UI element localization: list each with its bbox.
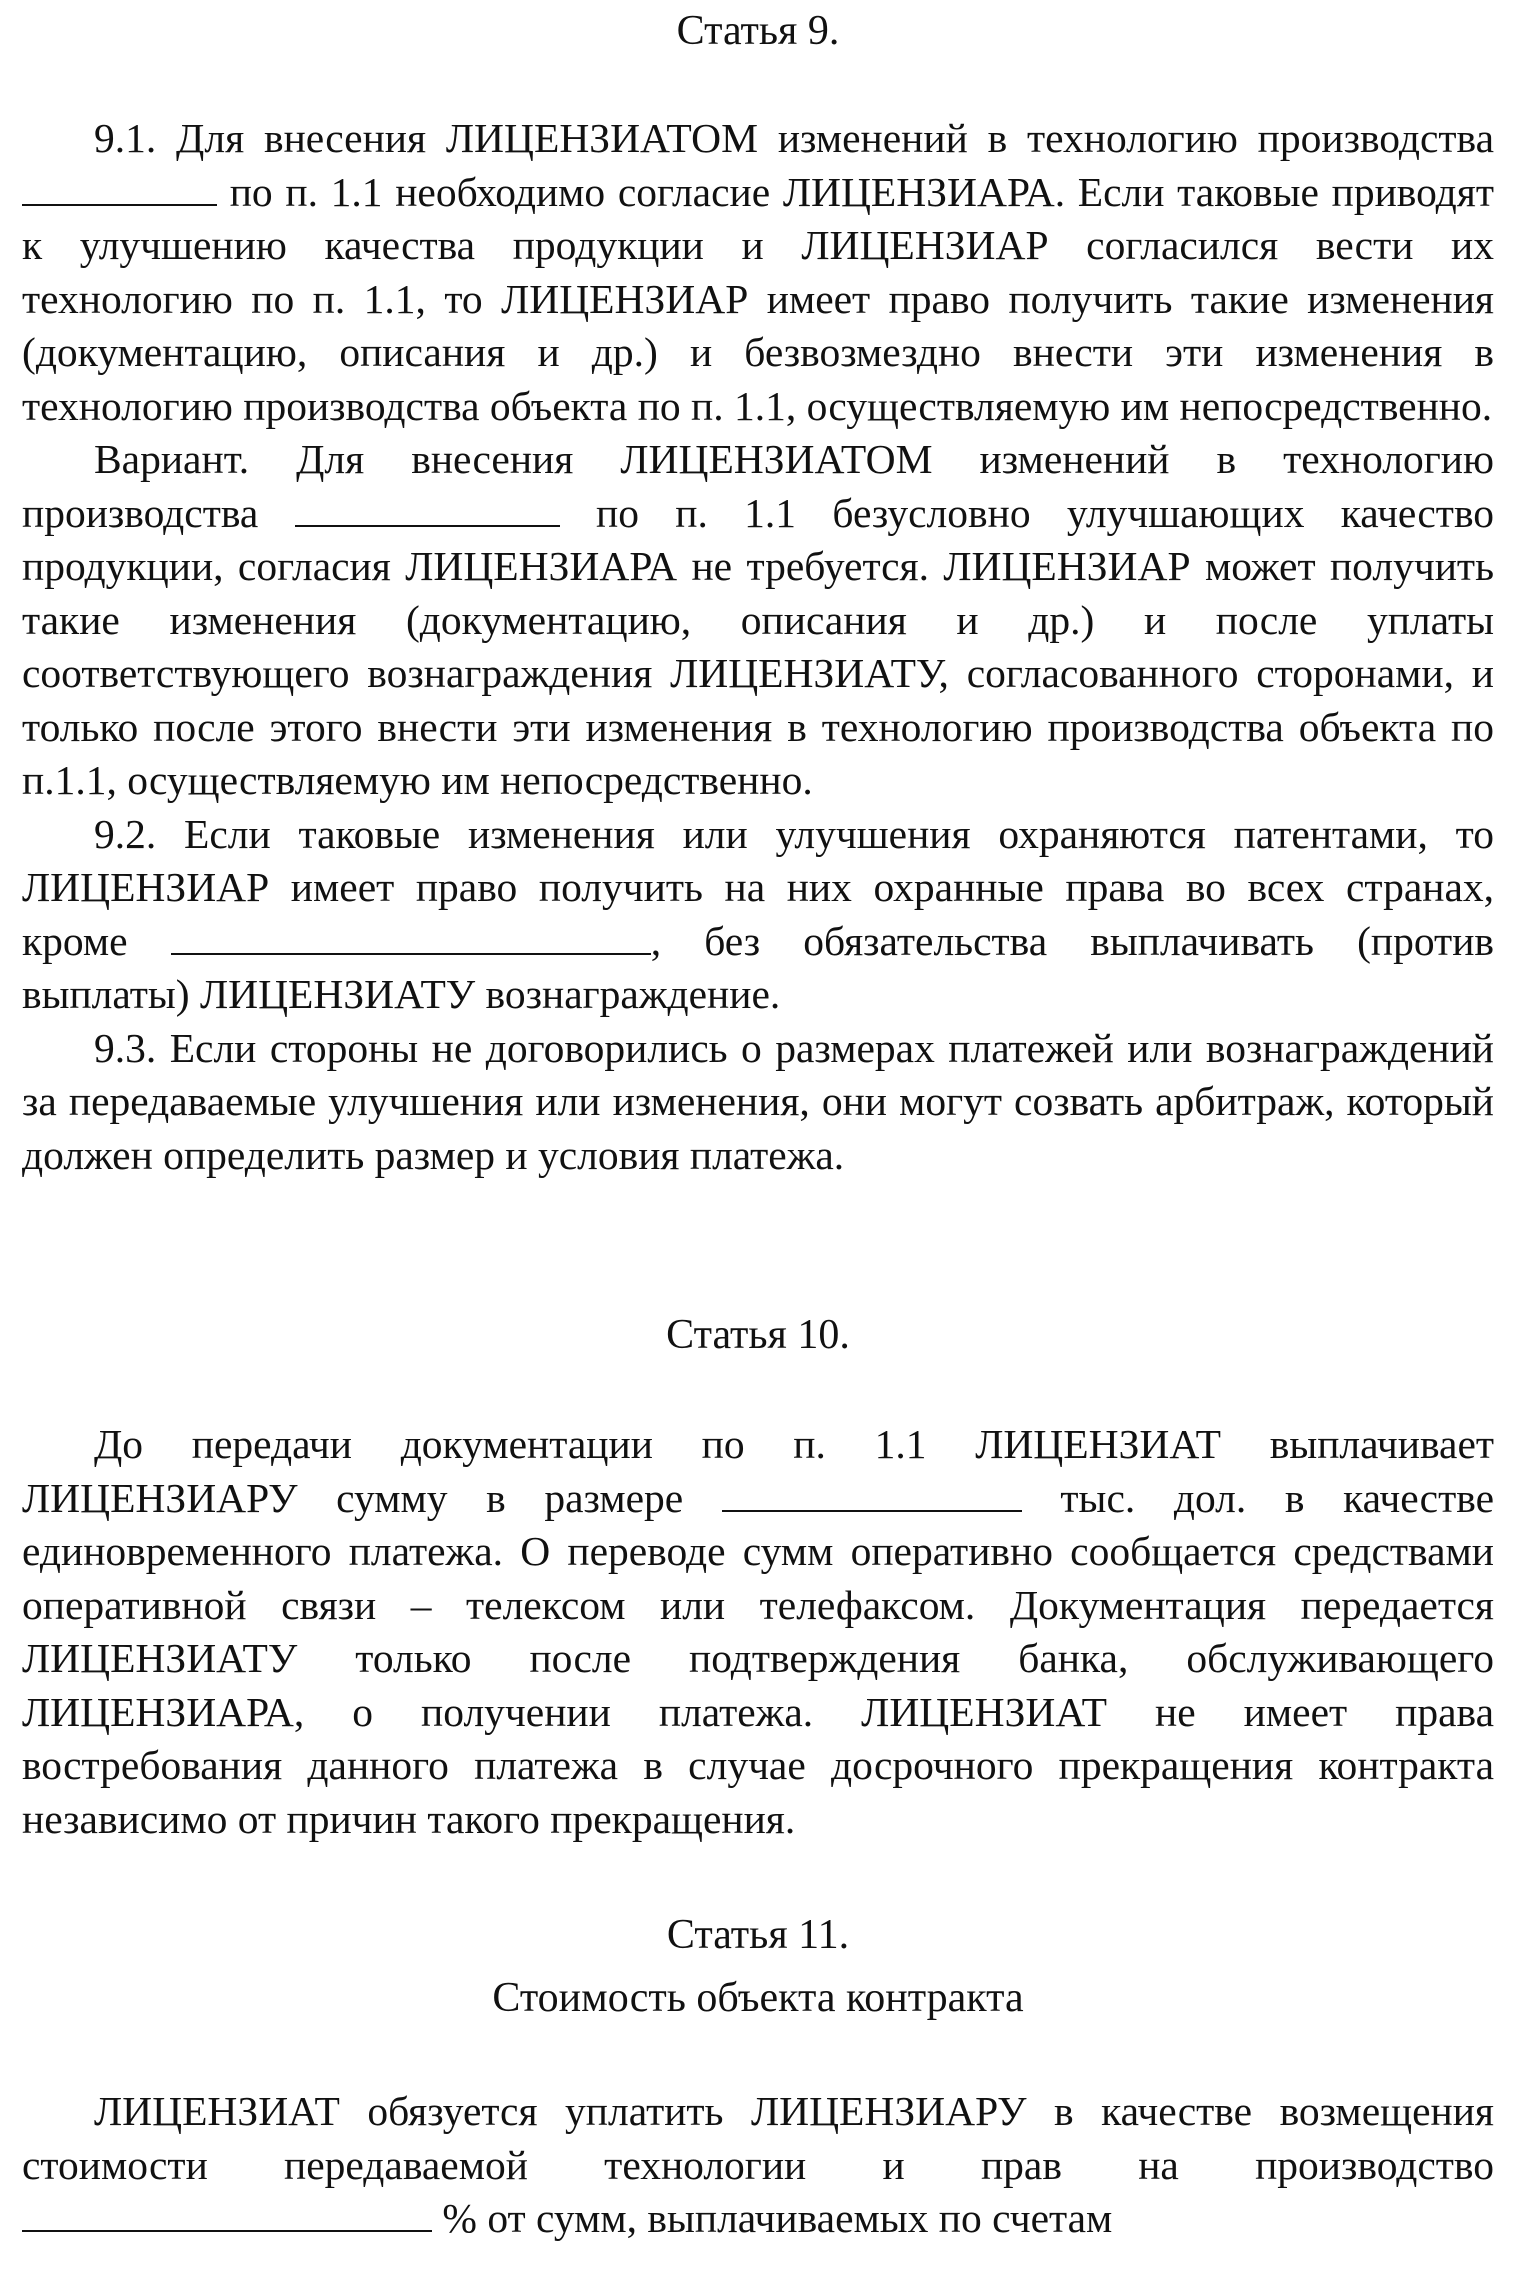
article-9-p3-text-a: 9.2. Если таковые изменения или улучшения охраняются патентами, то ЛИЦЕНЗИАР имеет право получить на них охранные права во всех странах, кроме <box>22 810 1494 964</box>
article-10-p1-text-a: До передачи документации по п. 1.1 ЛИЦЕНЗИАТ выплачивает ЛИЦЕНЗИАРУ сумму в размере <box>22 1421 1494 1521</box>
article-9-p2-text-a: Вариант. Для внесения ЛИЦЕНЗИАТОМ изменений в технологию производства <box>22 436 1494 536</box>
article-9-heading: Статья 9. <box>676 8 840 54</box>
article-10-p1-text-b: тыс. дол. в качестве единовременного платежа. О переводе сумм оперативно сообщается средствами оперативной связи – телексом или телефаксом. Документация передается ЛИЦЕНЗИАТУ только после подтверждения банка, обслуживающего ЛИЦЕНЗИАРА, о получении платежа. ЛИЦЕНЗИАТ не имеет права востребования данного платежа в случае досрочного прекращения контракта независимо от причин такого прекращения. <box>22 1474 1495 1842</box>
article-11-p1-text-b: % от сумм, выплачиваемых по счетам <box>442 2195 1113 2241</box>
article-11-heading: Статья 11. <box>666 1912 850 1958</box>
article-9-paragraph-1 <box>22 112 1494 433</box>
article-11-paragraph-1 <box>22 2085 1494 2246</box>
fill-in-blank <box>722 1509 1022 1512</box>
article-10-paragraph-1 <box>22 1418 1494 1846</box>
article-9-paragraph-3: 9.3. Если стороны не договорились о размерах платежей или вознаграждений за передаваемые улучшения или изменения, они могут созвать арбитраж, который должен определить размер и условия платежа. <box>22 1024 1494 1178</box>
fill-in-blank <box>295 524 560 527</box>
article-10-heading: Статья 10. <box>666 1312 850 1358</box>
article-9-p3-text-b: , без обязательства выплачивать (против выплаты) ЛИЦЕНЗИАТУ вознаграждение. <box>22 917 1495 1017</box>
article-9-p1-text-a: 9.1. Для внесения ЛИЦЕНЗИАТОМ изменений в технологию производства <box>94 115 1494 161</box>
article-10-body <box>22 1418 1494 1846</box>
article-9-paragraph-variant <box>22 433 1494 808</box>
article-11-p1-text-a: ЛИЦЕНЗИАТ обязуется уплатить ЛИЦЕНЗИАРУ в качестве возмещения стоимости передаваемой технологии и прав на производство <box>22 2088 1494 2188</box>
fill-in-blank <box>22 203 217 206</box>
article-9-body <box>22 112 1494 1182</box>
article-9-p1-text-b: по п. 1.1 необходимо согласие ЛИЦЕНЗИАРА. Если таковые приводят к улучшению качества продукции и ЛИЦЕНЗИАР согласился вести их технологию по п. 1.1, то ЛИЦЕНЗИАР имеет право получить такие изменения (документацию, описания и др.) и безвозмездно внести эти изменения в технологию производства объекта по п. 1.1, осуществляемую им непосредственно. <box>22 168 1495 429</box>
fill-in-blank <box>171 952 651 955</box>
article-9-p2-text-b: по п. 1.1 безусловно улучшающих качество продукции, согласия ЛИЦЕНЗИАРА не требуется. ЛИЦЕНЗИАР может получить такие изменения (документацию, описания и др.) и после уплаты соответствующего вознаграждения ЛИЦЕНЗИАТУ, согласованного сторонами, и только после этого внести эти изменения в технологию производства объекта по п.1.1, осуществляемую им непосредственно. <box>22 489 1495 803</box>
article-9-paragraph-2 <box>22 808 1494 1022</box>
article-11-subheading: Стоимость объекта контракта <box>492 1975 1024 2021</box>
article-11-body <box>22 2085 1494 2246</box>
fill-in-blank <box>22 2229 432 2232</box>
